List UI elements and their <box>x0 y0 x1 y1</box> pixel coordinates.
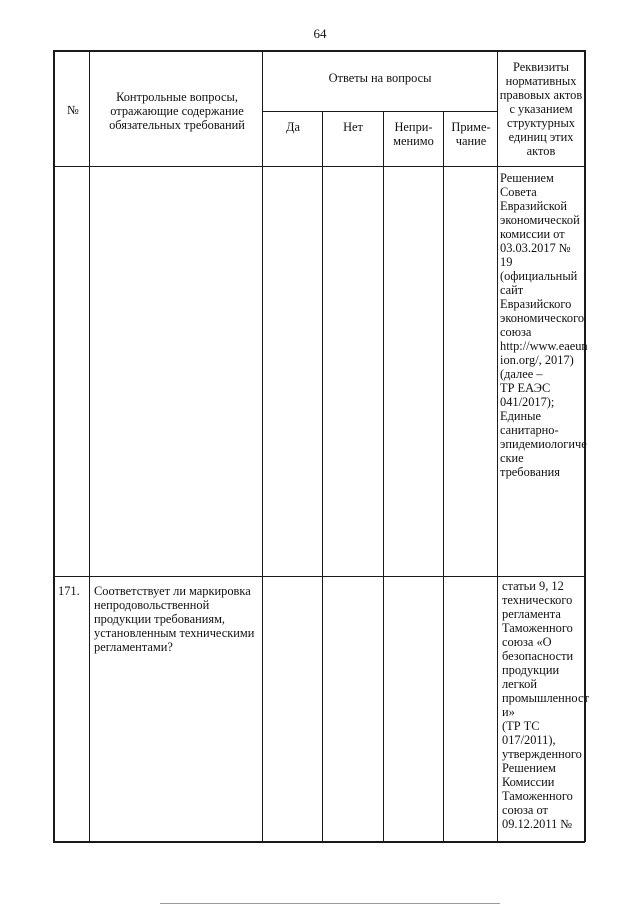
column-divider-questions <box>262 50 263 842</box>
header-answers-group: Ответы на вопросы <box>328 71 432 85</box>
header-requisites: Реквизиты нормативных правовых актов с указанием структурных единиц этих актов <box>499 60 583 158</box>
table-left-border <box>53 50 55 842</box>
page-number: 64 <box>313 26 327 41</box>
header-yes: Да <box>286 120 300 134</box>
continuation-requisites-cell: Решением Совета Евразийской экономической комиссии от 03.03.2017 № 19 (официальный сайт Евразийского экономического союза http://www.eaeun ion.org/, 2017) (далее – ТР ЕАЭС 041/2017); Единые санитарно- эпидемиологиче ские требования <box>500 171 588 479</box>
header-note: Приме- чание <box>451 120 491 148</box>
header-questions: Контрольные вопросы, отражающие содержание обязательных требований <box>109 90 245 132</box>
scan-edge-line <box>160 903 500 904</box>
row-question: Соответствует ли маркировка непродовольственной продукции требованиям, установленным техническими регламентами? <box>94 584 255 654</box>
answers-subheader-line <box>263 111 497 112</box>
column-divider-no <box>89 50 90 842</box>
column-divider-no-answer <box>383 111 384 842</box>
header-not-applicable: Непри- менимо <box>393 120 434 148</box>
column-divider-not-applicable <box>443 111 444 842</box>
row-separator <box>53 576 585 577</box>
header-bottom-border <box>53 166 585 167</box>
table-top-border <box>53 50 585 52</box>
table-bottom-border <box>53 841 585 843</box>
header-number: № <box>67 103 79 117</box>
row-number: 171. <box>58 584 80 598</box>
row-requisites: статьи 9, 12 технического регламента Таможенного союза «О безопасности продукции легкой промышленност и» (ТР ТС 017/2011), утвержденного Решением Комиссии Таможенного союза от 09.12.2011 № <box>502 579 589 831</box>
column-divider-yes <box>322 111 323 842</box>
column-divider-note <box>497 50 498 842</box>
header-no: Нет <box>343 120 363 134</box>
